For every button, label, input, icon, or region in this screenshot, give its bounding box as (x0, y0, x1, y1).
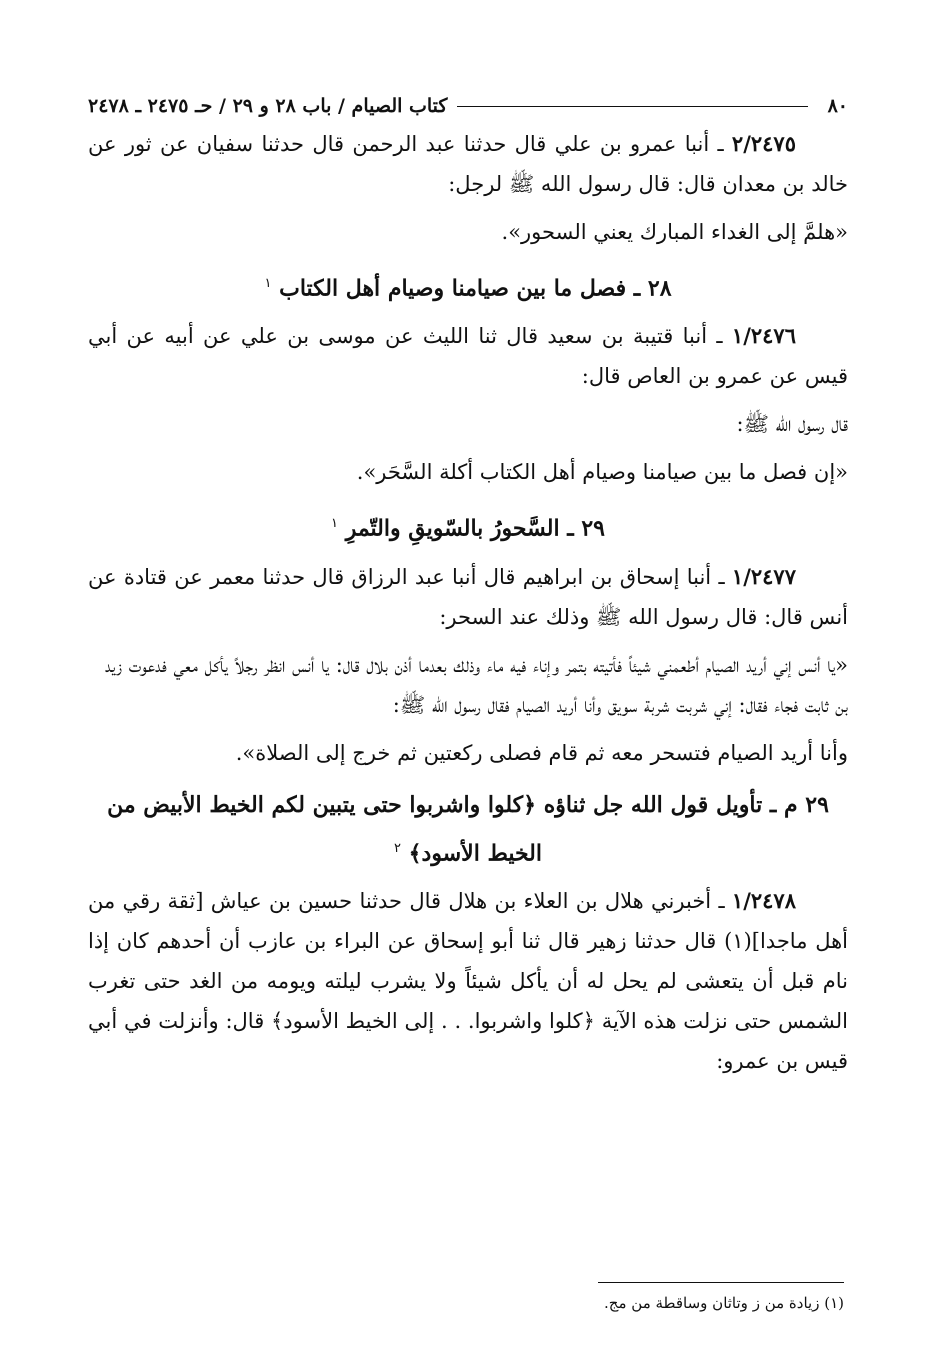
footnote-marker: ٢ (394, 840, 401, 856)
section-heading-28 (88, 262, 848, 310)
heading-text: ٢٩ م ـ تأويل قول الله جل ثناؤه ﴿كلوا واشربوا حتى يتبين لكم الخيط الأبيض من الخيط الأسود﴾ (107, 791, 829, 866)
heading-text: ٢٨ ـ فصل ما بين صيامنا وصيام أهل الكتاب (279, 275, 672, 302)
section-heading-29 (88, 502, 848, 550)
hadith-text: ـ أنبا إسحاق بن ابراهيم قال أنبا عبد الرزاق قال حدثنا معمر عن قتادة عن أنس قال: قال رسول الله ﷺ وذلك عند السحر: (88, 564, 848, 629)
quote-text: «هلمَّ إلى الغداء المبارك يعني السحور». (501, 220, 848, 244)
footnote: (١) زيادة من ز وتاثان وساقطة من مج. (604, 1294, 844, 1312)
hadith-2477 (88, 557, 848, 637)
hadith-ref: ٢/٢٤٧٥ (731, 131, 796, 156)
hadith-ref: ١/٢٤٧٧ (731, 563, 796, 589)
hadith-ref: ١/٢٤٧٨ (731, 887, 796, 913)
quote-text: قال رسول الله ﷺ: (736, 412, 848, 437)
hadith-ref: ١/٢٤٧٦ (731, 323, 796, 349)
page-number: ٨٠ (827, 95, 848, 117)
hadith-2475 (88, 124, 848, 204)
quote-text: وأنا أريد الصيام فتسحر معه ثم قام فصلى ركعتين ثم خرج إلى الصلاة». (235, 740, 848, 765)
hadith-text: ـ أنبا قتيبة بن سعيد قال ثنا الليث عن موسى بن علي عن أبيه عن أبي قيس عن عمرو بن العاص قال: (88, 324, 848, 389)
header-rule (457, 106, 807, 107)
quote-text: «إن فصل ما بين صيامنا وصيام أهل الكتاب أكلة السَّحَر». (356, 460, 848, 485)
page (88, 88, 848, 1081)
quote-text: «يا أنس إني أريد الصيام أطعمني شيئاً فأتيته بتمر وإناء فيه ماء وذلك بعدما أذن بلال قال: يا أنس انظر رجلاً يأكل معي فدعوت زيد بن ثابت فجاء فقال: إني شربت شربة سويق وأنا أريد الصيام فقال رسول الله ﷺ: (105, 652, 848, 717)
section-heading-29m (88, 783, 848, 875)
hadith-2478 (88, 881, 848, 1081)
running-header (88, 88, 848, 124)
running-title: كتاب الصيام / باب ٢٨ و ٢٩ / حـ ٢٤٧٥ ـ ٢٤٧٨ (88, 95, 448, 117)
hadith-2476 (88, 316, 848, 396)
hadith-text: ـ أخبرني هلال بن العلاء بن هلال قال حدثنا حسين بن عياش [ثقة رقي من أهل ماجدا](١) قال حدثنا زهير قال ثنا أبو إسحاق عن البراء بن عازب أن أحدهم كان إذا نام قبل أن يتعشى لم يحل له أن يأكل شيئاً ولا يشرب ليلته ويومه من الغد حتى تغرب الشمس حتى نزلت هذه الآية ﴿كلوا واشربوا. . . إلى الخيط الأسود﴾ قال: وأنزلت في أبي قيس بن عمرو: (88, 888, 849, 1073)
footnote-rule (598, 1282, 844, 1283)
heading-text: ٢٩ ـ السَّحورُ بالسّويقِ والتّمرِ (345, 515, 605, 542)
hadith-text: ـ أنبا عمرو بن علي قال حدثنا عبد الرحمن قال حدثنا سفيان عن ثور عن خالد بن معدان قال: قال رسول الله ﷺ لرجل: (88, 132, 848, 196)
page-body (88, 124, 848, 1081)
footnote-marker: ١ (331, 516, 339, 532)
footnote-marker: ١ (264, 276, 272, 291)
